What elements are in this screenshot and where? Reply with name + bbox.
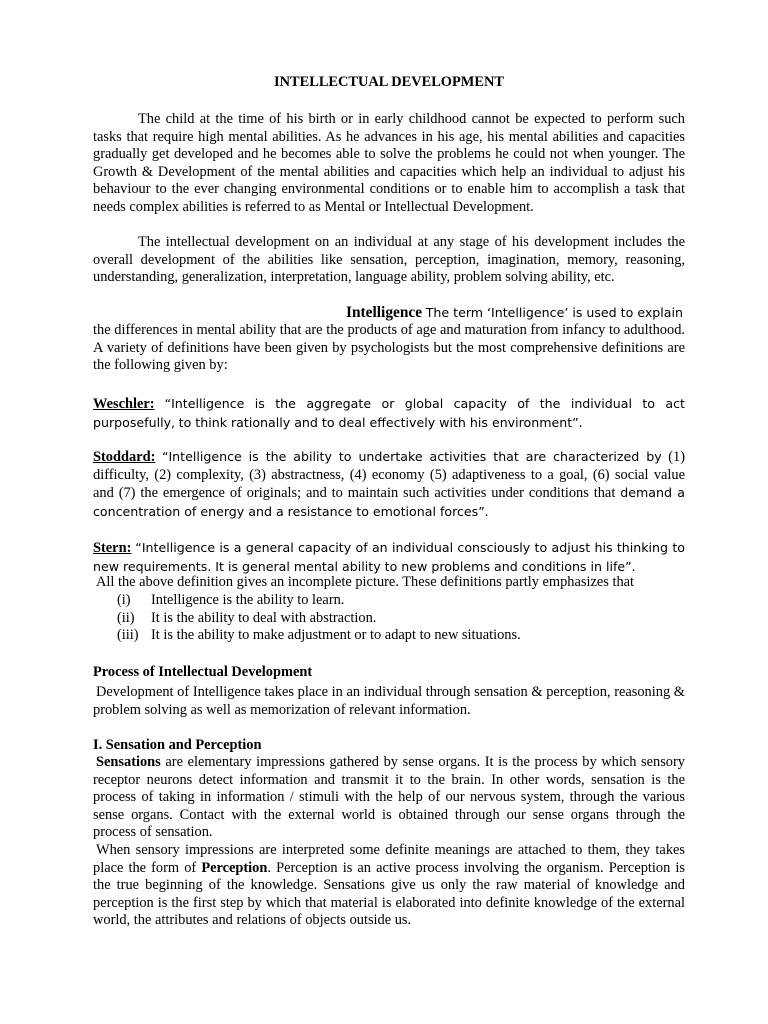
- intro-paragraph-2: The intellectual development on an individual at any stage of his development includes the overall development of the abilities like sensation, perception, imagination, memory, reasoning, understanding, generalization, interpretation, language ability, problem solving ability, etc.: [93, 234, 685, 285]
- definition-quote: “Intelligence is the aggregate or global capacity of the individual to act purposefully,: [93, 396, 685, 430]
- sensations-term: Sensations: [96, 754, 161, 770]
- definition-quote-cont: (1) difficulty, (2) complexity, (3) abstractness, (4) economy (5) adaptiveness to a goal, (6) social value and (7) the emergence of originals; and to maintain such activities under conditions that: [93, 449, 685, 501]
- list-item-number: (ii): [117, 609, 135, 626]
- list-item-text: Intelligence is the ability to learn.: [151, 592, 345, 608]
- definition-quote: “Intelligence is the ability to undertake activities that are characterized by: [161, 449, 662, 464]
- sensations-text: are elementary impressions gathered by sense organs. It is the process by which sensory receptor neurons detect information and transmit it to the brain. In other words, sensation is the process of taking in information / stimuli with the help of our nervous system, through the various sense organs. Contact with the external world is obtained through our sense organs through the process of sensation.: [93, 754, 685, 840]
- perception-paragraph: [93, 842, 685, 930]
- list-item-number: (i): [117, 592, 131, 608]
- process-heading: Process of Intellectual Development: [93, 664, 313, 680]
- list-item-text: It is the ability to deal with abstraction.: [151, 609, 377, 626]
- definition-stoddard: [93, 448, 685, 521]
- list-item-text: It is the ability to make adjustment or to adapt to new situations.: [151, 627, 521, 643]
- list-item-number: (iii): [117, 627, 139, 643]
- perception-text-b: . Perception is an active process involving the organism. Perception is the true beginning of the knowledge. Sensations give us only the raw material of knowledge and perception is the first step by which that material is elaborated into definite knowledge of the external world, the attributes and relations of objects outside us.: [93, 859, 685, 928]
- perception-term: Perception: [201, 859, 268, 876]
- section-heading-sensation: I. Sensation and Perception: [93, 737, 262, 753]
- page-title: INTELLECTUAL DEVELOPMENT: [274, 74, 504, 90]
- sensations-paragraph: [93, 754, 685, 842]
- perception-text-a: When sensory impressions are interpreted some definite meanings are attached to them, they takes place the form of: [93, 842, 685, 876]
- intro-paragraph-1: The child at the time of his birth or in early childhood cannot be expected to perform such tasks that require high mental abilities. As he advances in his age, his mental abilities and capacities gradually get developed and he becomes able to solve the problems he could not when younger. The Growth & Development of the mental abilities and capacities which help an individual to adjust his behaviour to the ever changing environmental conditions or to enable him to accomplish a task that needs complex abilities is referred to as Mental or Intellectual Development.: [93, 111, 685, 215]
- definition-quote-cont: to think rationally and to deal effectively with his environment”: [178, 414, 579, 430]
- summary-line: All the above definition gives an incomplete picture. These definitions partly emphasizes that: [96, 574, 635, 590]
- intelligence-heading: Intelligence: [346, 304, 423, 321]
- definition-weschler: [93, 395, 685, 432]
- definition-quote-end: demand a concentration of energy and a resistance to emotional forces”: [93, 485, 685, 519]
- definition-stern: [93, 539, 685, 576]
- definition-name: Stern:: [93, 540, 132, 556]
- intelligence-lead: The term ‘Intelligence’ is used to explain: [425, 305, 683, 320]
- definition-end: .: [578, 414, 583, 431]
- definition-name: Stoddard:: [93, 449, 156, 465]
- intelligence-paragraph: the differences in mental ability that are the products of age and maturation from infancy to adulthood. A variety of definitions have been given by psychologists but the most comprehensive definitions are the following given by:: [93, 322, 685, 373]
- definition-quote: “Intelligence is a general capacity of an individual consciously to adjust his thinking to new requirements. It is general mental ability to new problems and conditions in life”: [93, 540, 685, 574]
- process-paragraph: Development of Intelligence takes place in an individual through sensation & perception, reasoning & problem solving as well as memorization of relevant information.: [93, 684, 685, 718]
- definition-end: .: [484, 503, 489, 520]
- definition-name: Weschler:: [93, 396, 155, 412]
- definition-end: .: [631, 558, 636, 575]
